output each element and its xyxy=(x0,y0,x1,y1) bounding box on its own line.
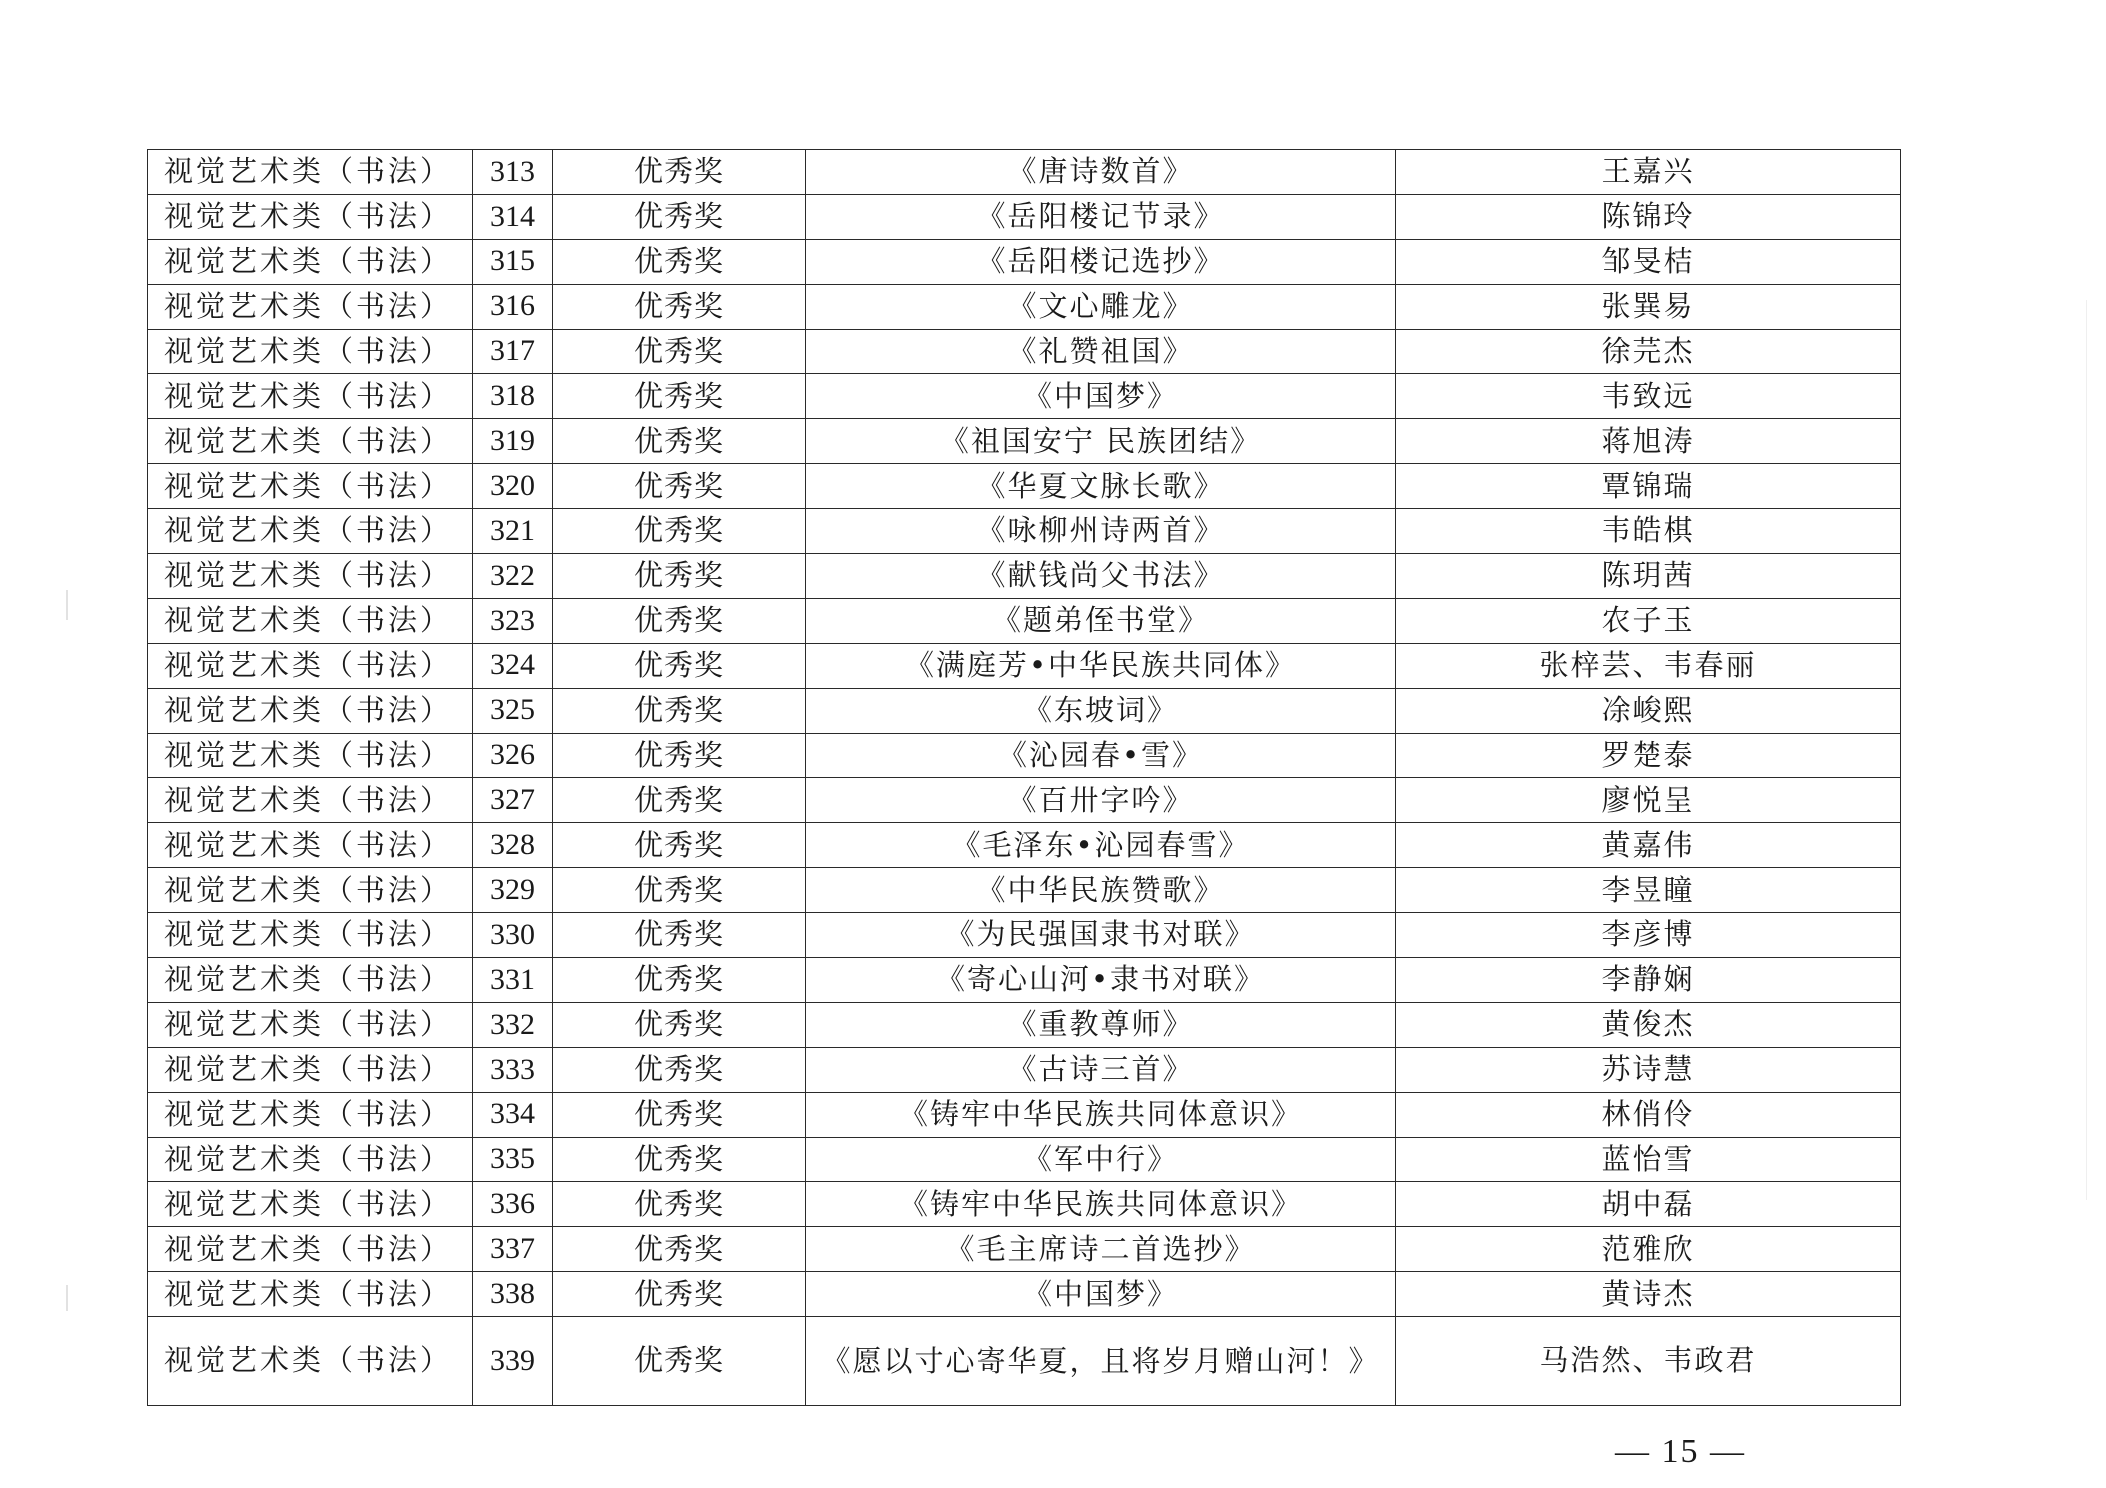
author-cell: 李昱瞳 xyxy=(1396,868,1901,913)
author-cell: 凃峻熙 xyxy=(1396,688,1901,733)
number-cell: 316 xyxy=(473,284,553,329)
category-cell: 视觉艺术类（书法） xyxy=(148,1317,473,1406)
title-cell: 《毛泽东•沁园春雪》 xyxy=(806,823,1396,868)
number-cell: 314 xyxy=(473,194,553,239)
category-cell: 视觉艺术类（书法） xyxy=(148,464,473,509)
author-cell: 范雅欣 xyxy=(1396,1227,1901,1272)
awards-table-body xyxy=(148,150,1901,1406)
award-cell: 优秀奖 xyxy=(553,868,806,913)
award-cell: 优秀奖 xyxy=(553,688,806,733)
award-cell: 优秀奖 xyxy=(553,958,806,1003)
scan-artifact xyxy=(2086,300,2087,1200)
author-cell: 廖悦呈 xyxy=(1396,778,1901,823)
title-cell: 《岳阳楼记节录》 xyxy=(806,194,1396,239)
table-row xyxy=(148,1272,1901,1317)
award-cell: 优秀奖 xyxy=(553,733,806,778)
award-cell: 优秀奖 xyxy=(553,1182,806,1227)
award-cell: 优秀奖 xyxy=(553,419,806,464)
title-cell: 《题弟侄书堂》 xyxy=(806,598,1396,643)
table-row xyxy=(148,643,1901,688)
author-cell: 马浩然、韦政君 xyxy=(1396,1317,1901,1406)
title-cell: 《愿以寸心寄华夏，且将岁月赠山河！》 xyxy=(806,1317,1396,1406)
number-cell: 325 xyxy=(473,688,553,733)
number-cell: 313 xyxy=(473,150,553,195)
author-cell: 黄诗杰 xyxy=(1396,1272,1901,1317)
number-cell: 324 xyxy=(473,643,553,688)
number-cell: 334 xyxy=(473,1092,553,1137)
category-cell: 视觉艺术类（书法） xyxy=(148,778,473,823)
table-row xyxy=(148,688,1901,733)
table-row xyxy=(148,1047,1901,1092)
title-cell: 《岳阳楼记选抄》 xyxy=(806,239,1396,284)
author-cell: 韦致远 xyxy=(1396,374,1901,419)
number-cell: 321 xyxy=(473,509,553,554)
author-cell: 农子玉 xyxy=(1396,598,1901,643)
title-cell: 《唐诗数首》 xyxy=(806,150,1396,195)
title-cell: 《献钱尚父书法》 xyxy=(806,554,1396,599)
award-cell: 优秀奖 xyxy=(553,464,806,509)
table-row xyxy=(148,913,1901,958)
category-cell: 视觉艺术类（书法） xyxy=(148,688,473,733)
category-cell: 视觉艺术类（书法） xyxy=(148,598,473,643)
author-cell: 邹旻桔 xyxy=(1396,239,1901,284)
award-cell: 优秀奖 xyxy=(553,1047,806,1092)
title-cell: 《祖国安宁 民族团结》 xyxy=(806,419,1396,464)
number-cell: 322 xyxy=(473,554,553,599)
category-cell: 视觉艺术类（书法） xyxy=(148,1182,473,1227)
title-cell: 《重教尊师》 xyxy=(806,1002,1396,1047)
title-cell: 《铸牢中华民族共同体意识》 xyxy=(806,1182,1396,1227)
author-cell: 苏诗慧 xyxy=(1396,1047,1901,1092)
scan-artifact xyxy=(66,1285,68,1311)
number-cell: 318 xyxy=(473,374,553,419)
number-cell: 335 xyxy=(473,1137,553,1182)
table-row xyxy=(148,194,1901,239)
award-cell: 优秀奖 xyxy=(553,554,806,599)
table-row xyxy=(148,958,1901,1003)
number-cell: 337 xyxy=(473,1227,553,1272)
author-cell: 张梓芸、韦春丽 xyxy=(1396,643,1901,688)
table-row xyxy=(148,598,1901,643)
title-cell: 《寄心山河•隶书对联》 xyxy=(806,958,1396,1003)
table-row xyxy=(148,509,1901,554)
category-cell: 视觉艺术类（书法） xyxy=(148,374,473,419)
table-row xyxy=(148,868,1901,913)
author-cell: 蒋旭涛 xyxy=(1396,419,1901,464)
author-cell: 覃锦瑞 xyxy=(1396,464,1901,509)
category-cell: 视觉艺术类（书法） xyxy=(148,284,473,329)
award-cell: 优秀奖 xyxy=(553,1227,806,1272)
table-row xyxy=(148,1137,1901,1182)
table-row xyxy=(148,733,1901,778)
award-cell: 优秀奖 xyxy=(553,823,806,868)
number-cell: 333 xyxy=(473,1047,553,1092)
award-cell: 优秀奖 xyxy=(553,194,806,239)
table-row xyxy=(148,554,1901,599)
author-cell: 李静娴 xyxy=(1396,958,1901,1003)
title-cell: 《中国梦》 xyxy=(806,1272,1396,1317)
title-cell: 《铸牢中华民族共同体意识》 xyxy=(806,1092,1396,1137)
scan-artifact xyxy=(66,590,68,620)
author-cell: 黄嘉伟 xyxy=(1396,823,1901,868)
author-cell: 张巽易 xyxy=(1396,284,1901,329)
table-row xyxy=(148,374,1901,419)
awards-table xyxy=(147,149,1901,1406)
number-cell: 336 xyxy=(473,1182,553,1227)
award-cell: 优秀奖 xyxy=(553,509,806,554)
award-cell: 优秀奖 xyxy=(553,374,806,419)
title-cell: 《文心雕龙》 xyxy=(806,284,1396,329)
table-row xyxy=(148,1002,1901,1047)
number-cell: 315 xyxy=(473,239,553,284)
title-cell: 《咏柳州诗两首》 xyxy=(806,509,1396,554)
author-cell: 罗楚泰 xyxy=(1396,733,1901,778)
title-cell: 《军中行》 xyxy=(806,1137,1396,1182)
number-cell: 327 xyxy=(473,778,553,823)
award-cell: 优秀奖 xyxy=(553,239,806,284)
award-cell: 优秀奖 xyxy=(553,1137,806,1182)
table-row xyxy=(148,150,1901,195)
award-cell: 优秀奖 xyxy=(553,598,806,643)
number-cell: 338 xyxy=(473,1272,553,1317)
category-cell: 视觉艺术类（书法） xyxy=(148,1227,473,1272)
category-cell: 视觉艺术类（书法） xyxy=(148,913,473,958)
category-cell: 视觉艺术类（书法） xyxy=(148,1272,473,1317)
number-cell: 317 xyxy=(473,329,553,374)
author-cell: 林俏伶 xyxy=(1396,1092,1901,1137)
table-row xyxy=(148,419,1901,464)
title-cell: 《中国梦》 xyxy=(806,374,1396,419)
title-cell: 《毛主席诗二首选抄》 xyxy=(806,1227,1396,1272)
award-cell: 优秀奖 xyxy=(553,1272,806,1317)
award-cell: 优秀奖 xyxy=(553,329,806,374)
category-cell: 视觉艺术类（书法） xyxy=(148,868,473,913)
number-cell: 320 xyxy=(473,464,553,509)
title-cell: 《古诗三首》 xyxy=(806,1047,1396,1092)
table-row xyxy=(148,1092,1901,1137)
title-cell: 《百卅字吟》 xyxy=(806,778,1396,823)
award-cell: 优秀奖 xyxy=(553,778,806,823)
category-cell: 视觉艺术类（书法） xyxy=(148,239,473,284)
table-row xyxy=(148,329,1901,374)
category-cell: 视觉艺术类（书法） xyxy=(148,1092,473,1137)
category-cell: 视觉艺术类（书法） xyxy=(148,733,473,778)
author-cell: 蓝怡雪 xyxy=(1396,1137,1901,1182)
category-cell: 视觉艺术类（书法） xyxy=(148,823,473,868)
author-cell: 陈玥茜 xyxy=(1396,554,1901,599)
title-cell: 《沁园春•雪》 xyxy=(806,733,1396,778)
number-cell: 323 xyxy=(473,598,553,643)
category-cell: 视觉艺术类（书法） xyxy=(148,554,473,599)
award-cell: 优秀奖 xyxy=(553,643,806,688)
author-cell: 徐芫杰 xyxy=(1396,329,1901,374)
category-cell: 视觉艺术类（书法） xyxy=(148,329,473,374)
table-row xyxy=(148,1182,1901,1227)
number-cell: 331 xyxy=(473,958,553,1003)
number-cell: 339 xyxy=(473,1317,553,1406)
table-row xyxy=(148,778,1901,823)
number-cell: 328 xyxy=(473,823,553,868)
category-cell: 视觉艺术类（书法） xyxy=(148,958,473,1003)
title-cell: 《为民强国隶书对联》 xyxy=(806,913,1396,958)
table-row xyxy=(148,1227,1901,1272)
author-cell: 陈锦玲 xyxy=(1396,194,1901,239)
title-cell: 《中华民族赞歌》 xyxy=(806,868,1396,913)
number-cell: 319 xyxy=(473,419,553,464)
table-row xyxy=(148,823,1901,868)
author-cell: 黄俊杰 xyxy=(1396,1002,1901,1047)
category-cell: 视觉艺术类（书法） xyxy=(148,194,473,239)
award-cell: 优秀奖 xyxy=(553,150,806,195)
number-cell: 326 xyxy=(473,733,553,778)
award-cell: 优秀奖 xyxy=(553,284,806,329)
number-cell: 330 xyxy=(473,913,553,958)
table-row xyxy=(148,1317,1901,1406)
table-row xyxy=(148,239,1901,284)
award-cell: 优秀奖 xyxy=(553,1317,806,1406)
category-cell: 视觉艺术类（书法） xyxy=(148,419,473,464)
category-cell: 视觉艺术类（书法） xyxy=(148,1137,473,1182)
award-cell: 优秀奖 xyxy=(553,913,806,958)
table-row xyxy=(148,464,1901,509)
award-cell: 优秀奖 xyxy=(553,1092,806,1137)
title-cell: 《礼赞祖国》 xyxy=(806,329,1396,374)
table-row xyxy=(148,284,1901,329)
number-cell: 329 xyxy=(473,868,553,913)
author-cell: 胡中磊 xyxy=(1396,1182,1901,1227)
title-cell: 《东坡词》 xyxy=(806,688,1396,733)
author-cell: 李彦博 xyxy=(1396,913,1901,958)
category-cell: 视觉艺术类（书法） xyxy=(148,150,473,195)
category-cell: 视觉艺术类（书法） xyxy=(148,1047,473,1092)
author-cell: 王嘉兴 xyxy=(1396,150,1901,195)
category-cell: 视觉艺术类（书法） xyxy=(148,509,473,554)
author-cell: 韦皓棋 xyxy=(1396,509,1901,554)
award-cell: 优秀奖 xyxy=(553,1002,806,1047)
category-cell: 视觉艺术类（书法） xyxy=(148,643,473,688)
category-cell: 视觉艺术类（书法） xyxy=(148,1002,473,1047)
number-cell: 332 xyxy=(473,1002,553,1047)
page-number: — 15 — xyxy=(1615,1433,1746,1470)
title-cell: 《华夏文脉长歌》 xyxy=(806,464,1396,509)
title-cell: 《满庭芳•中华民族共同体》 xyxy=(806,643,1396,688)
